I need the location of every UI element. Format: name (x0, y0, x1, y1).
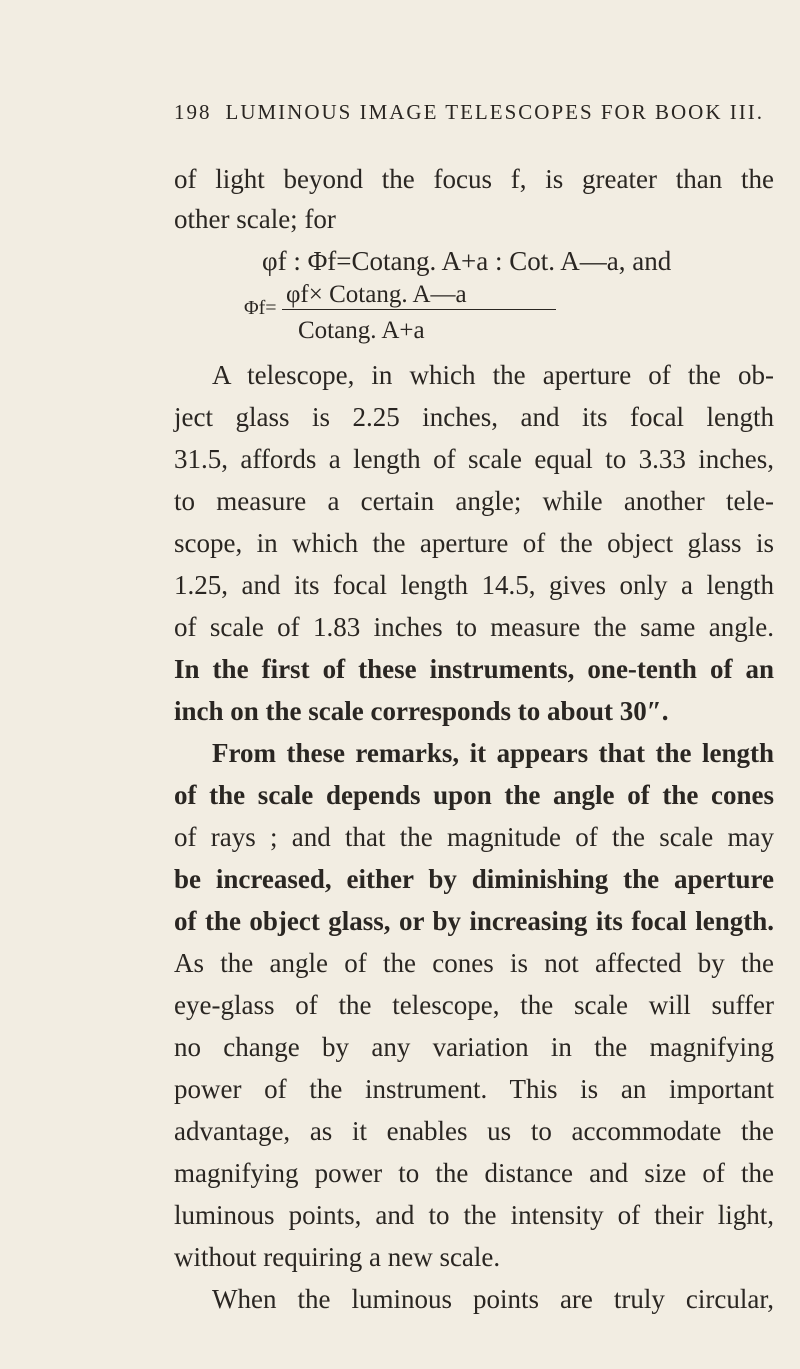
text-line: eye-glass of the telescope, the scale will suffer (174, 990, 774, 1020)
text-line: of scale of 1.83 inches to measure the same angle. (174, 612, 774, 642)
text-line: other scale; for (174, 204, 336, 234)
running-title: LUMINOUS IMAGE TELESCOPES FOR BOOK III. (225, 100, 764, 124)
text-line: As the angle of the cones is not affected by the (174, 948, 774, 978)
text-line: advantage, as it enables us to accommodate the (174, 1116, 774, 1146)
formula-line: φf : Φf=Cotang. A+a : Cot. A—a, and (262, 246, 672, 276)
text-line: scope, in which the aperture of the object glass is (174, 528, 774, 558)
fraction-bar (282, 309, 556, 310)
text-line: magnifying power to the distance and size of the (174, 1158, 774, 1188)
running-header (174, 100, 774, 125)
text-line: of rays ; and that the magnitude of the scale may (174, 822, 774, 852)
text-line: 31.5, affords a length of scale equal to 3.33 inches, (174, 444, 774, 474)
text-line: ject glass is 2.25 inches, and its focal length (174, 402, 774, 432)
text-line: to measure a certain angle; while another tele- (174, 486, 774, 516)
text-line: be increased, either by diminishing the aperture (174, 864, 774, 894)
text-line: From these remarks, it appears that the length (212, 738, 774, 768)
text-line: of the scale depends upon the angle of the cones (174, 780, 774, 810)
text-line: inch on the scale corresponds to about 30″. (174, 696, 669, 726)
text-line: of light beyond the focus f, is greater than the (174, 164, 774, 194)
text-line: no change by any variation in the magnifying (174, 1032, 774, 1062)
fraction-lhs: Φf= (244, 297, 277, 319)
text-line: 1.25, and its focal length 14.5, gives only a length (174, 570, 774, 600)
page-number: 198 (174, 100, 212, 124)
fraction-numerator: φf× Cotang. A—a (286, 281, 467, 308)
text-line: without requiring a new scale. (174, 1242, 501, 1272)
text-line: luminous points, and to the intensity of their light, (174, 1200, 774, 1230)
text-line: When the luminous points are truly circular, (212, 1284, 774, 1314)
fraction-denominator: Cotang. A+a (298, 317, 425, 344)
text-line: A telescope, in which the aperture of the ob- (212, 360, 774, 390)
text-line: In the first of these instruments, one-tenth of an (174, 654, 774, 684)
text-line: power of the instrument. This is an important (174, 1074, 774, 1104)
text-line: of the object glass, or by increasing its focal length. (174, 906, 774, 936)
